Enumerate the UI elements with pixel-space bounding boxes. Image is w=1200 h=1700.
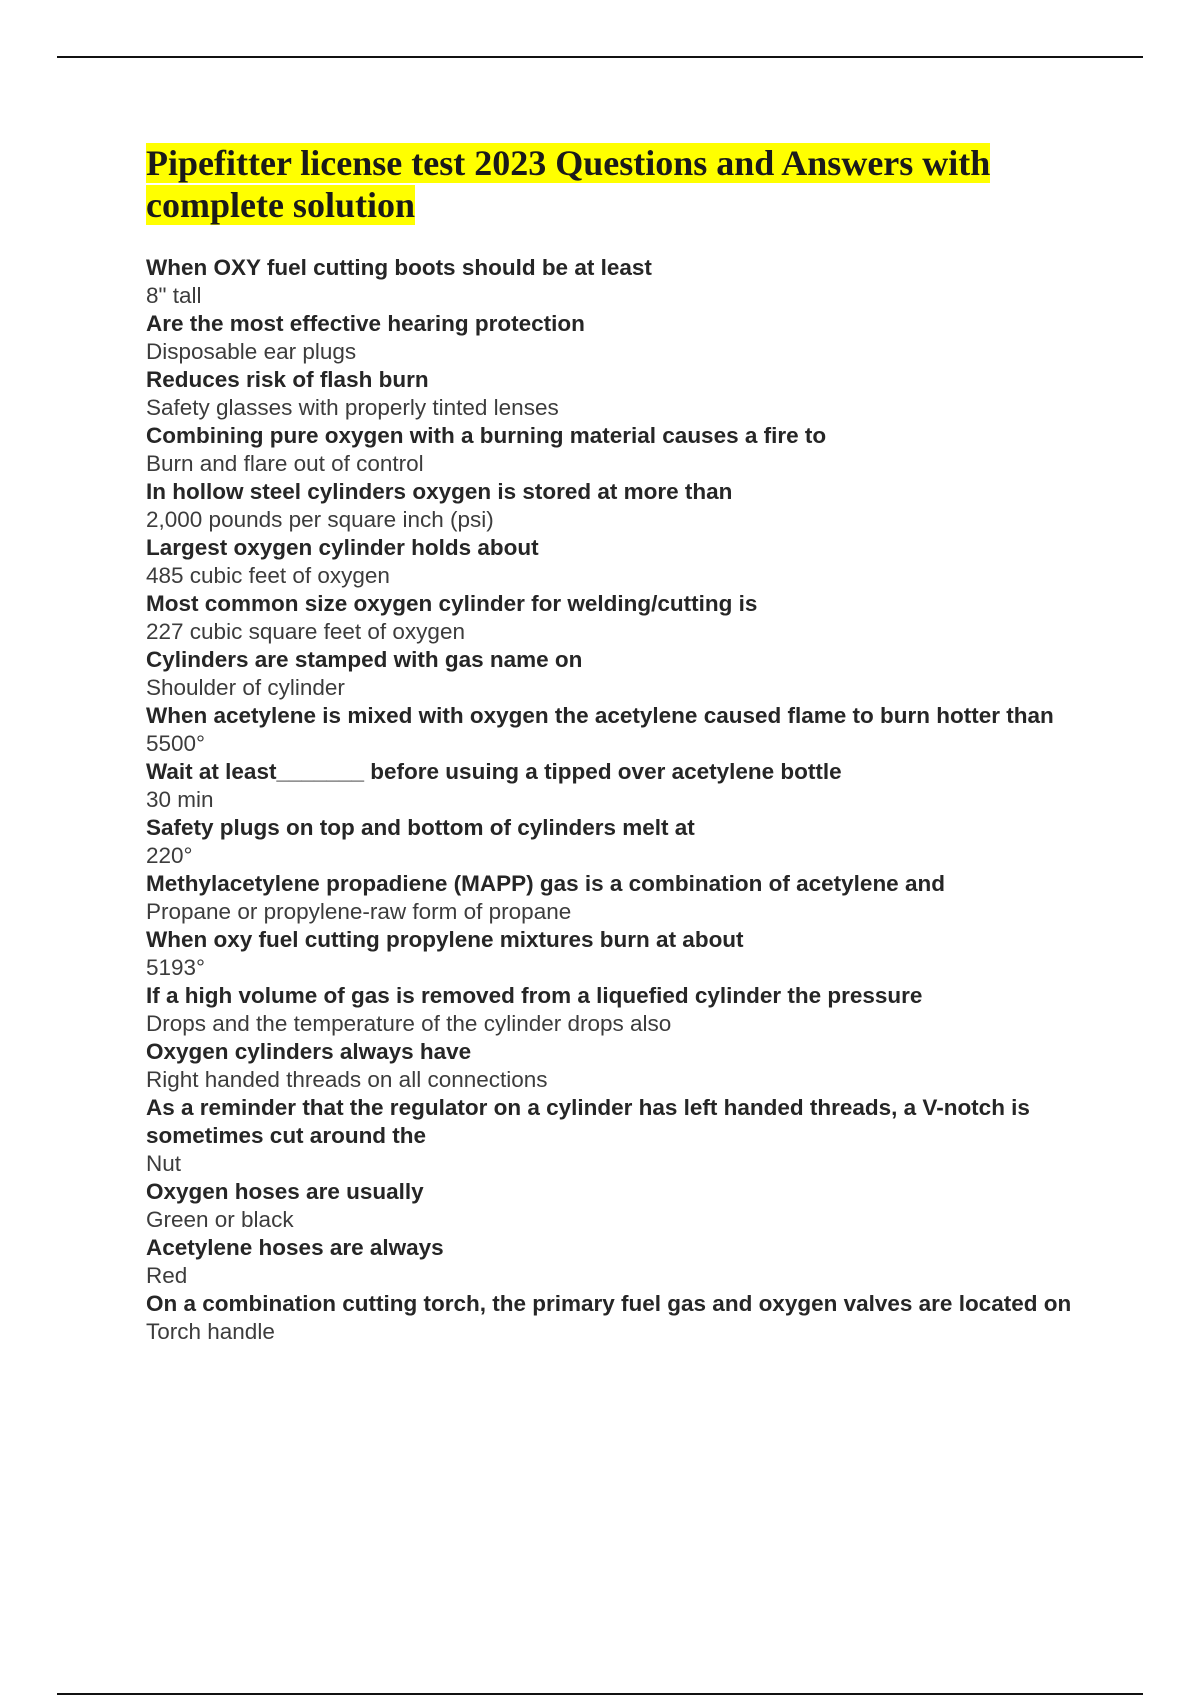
answer-text: Burn and flare out of control [146, 451, 424, 476]
qa-item [146, 1234, 1086, 1290]
question-text: On a combination cutting torch, the primary fuel gas and oxygen valves are located on [146, 1291, 1072, 1316]
question-text: Wait at least_______ before usuing a tipped over acetylene bottle [146, 759, 842, 784]
question-text: As a reminder that the regulator on a cylinder has left handed threads, a V-notch is sometimes cut around the [146, 1095, 1030, 1148]
question-text: Acetylene hoses are always [146, 1235, 444, 1260]
qa-item [146, 310, 1086, 366]
answer-text: 30 min [146, 787, 214, 812]
question-text: When acetylene is mixed with oxygen the acetylene caused flame to burn hotter than [146, 703, 1054, 728]
answer-text: 5193° [146, 955, 206, 980]
question-text: Oxygen hoses are usually [146, 1179, 424, 1204]
qa-item [146, 758, 1086, 814]
qa-item [146, 590, 1086, 646]
title-highlight: Pipefitter license test 2023 Questions and Answers with complete solution [146, 143, 991, 225]
answer-text: 2,000 pounds per square inch (psi) [146, 507, 494, 532]
qa-item [146, 254, 1086, 310]
question-text: In hollow steel cylinders oxygen is stored at more than [146, 479, 733, 504]
answer-text: 8" tall [146, 283, 202, 308]
question-text: Safety plugs on top and bottom of cylinders melt at [146, 815, 695, 840]
question-text: When OXY fuel cutting boots should be at least [146, 255, 652, 280]
document-title [146, 142, 1086, 226]
qa-item [146, 702, 1086, 758]
question-text: When oxy fuel cutting propylene mixtures burn at about [146, 927, 744, 952]
answer-text: 5500° [146, 731, 206, 756]
qa-item [146, 1038, 1086, 1094]
document-body [146, 142, 1086, 1346]
answer-text: Drops and the temperature of the cylinder drops also [146, 1011, 672, 1036]
answer-text: Right handed threads on all connections [146, 1067, 548, 1092]
answer-text: Disposable ear plugs [146, 339, 357, 364]
bottom-divider [57, 1693, 1143, 1695]
answer-text: Propane or propylene-raw form of propane [146, 899, 572, 924]
qa-item [146, 422, 1086, 478]
answer-text: 227 cubic square feet of oxygen [146, 619, 465, 644]
question-text: Largest oxygen cylinder holds about [146, 535, 539, 560]
answer-text: Shoulder of cylinder [146, 675, 345, 700]
answer-text: Green or black [146, 1207, 294, 1232]
answer-text: Red [146, 1263, 188, 1288]
qa-item [146, 1178, 1086, 1234]
top-divider [57, 56, 1143, 58]
question-text: Oxygen cylinders always have [146, 1039, 472, 1064]
answer-text: Torch handle [146, 1319, 275, 1344]
question-text: Are the most effective hearing protection [146, 311, 585, 336]
question-text: If a high volume of gas is removed from a liquefied cylinder the pressure [146, 983, 923, 1008]
qa-item [146, 1290, 1086, 1346]
answer-text: 220° [146, 843, 193, 868]
question-text: Reduces risk of flash burn [146, 367, 429, 392]
qa-item [146, 926, 1086, 982]
answer-text: Safety glasses with properly tinted lenses [146, 395, 559, 420]
qa-item [146, 646, 1086, 702]
qa-item [146, 814, 1086, 870]
answer-text: 485 cubic feet of oxygen [146, 563, 390, 588]
qa-item [146, 478, 1086, 534]
qa-item [146, 870, 1086, 926]
question-text: Combining pure oxygen with a burning material causes a fire to [146, 423, 827, 448]
qa-item [146, 534, 1086, 590]
answer-text: Nut [146, 1151, 182, 1176]
question-text: Methylacetylene propadiene (MAPP) gas is a combination of acetylene and [146, 871, 945, 896]
question-text: Most common size oxygen cylinder for welding/cutting is [146, 591, 758, 616]
qa-list [146, 254, 1086, 1346]
qa-item [146, 366, 1086, 422]
question-text: Cylinders are stamped with gas name on [146, 647, 583, 672]
qa-item [146, 1094, 1086, 1178]
qa-item [146, 982, 1086, 1038]
